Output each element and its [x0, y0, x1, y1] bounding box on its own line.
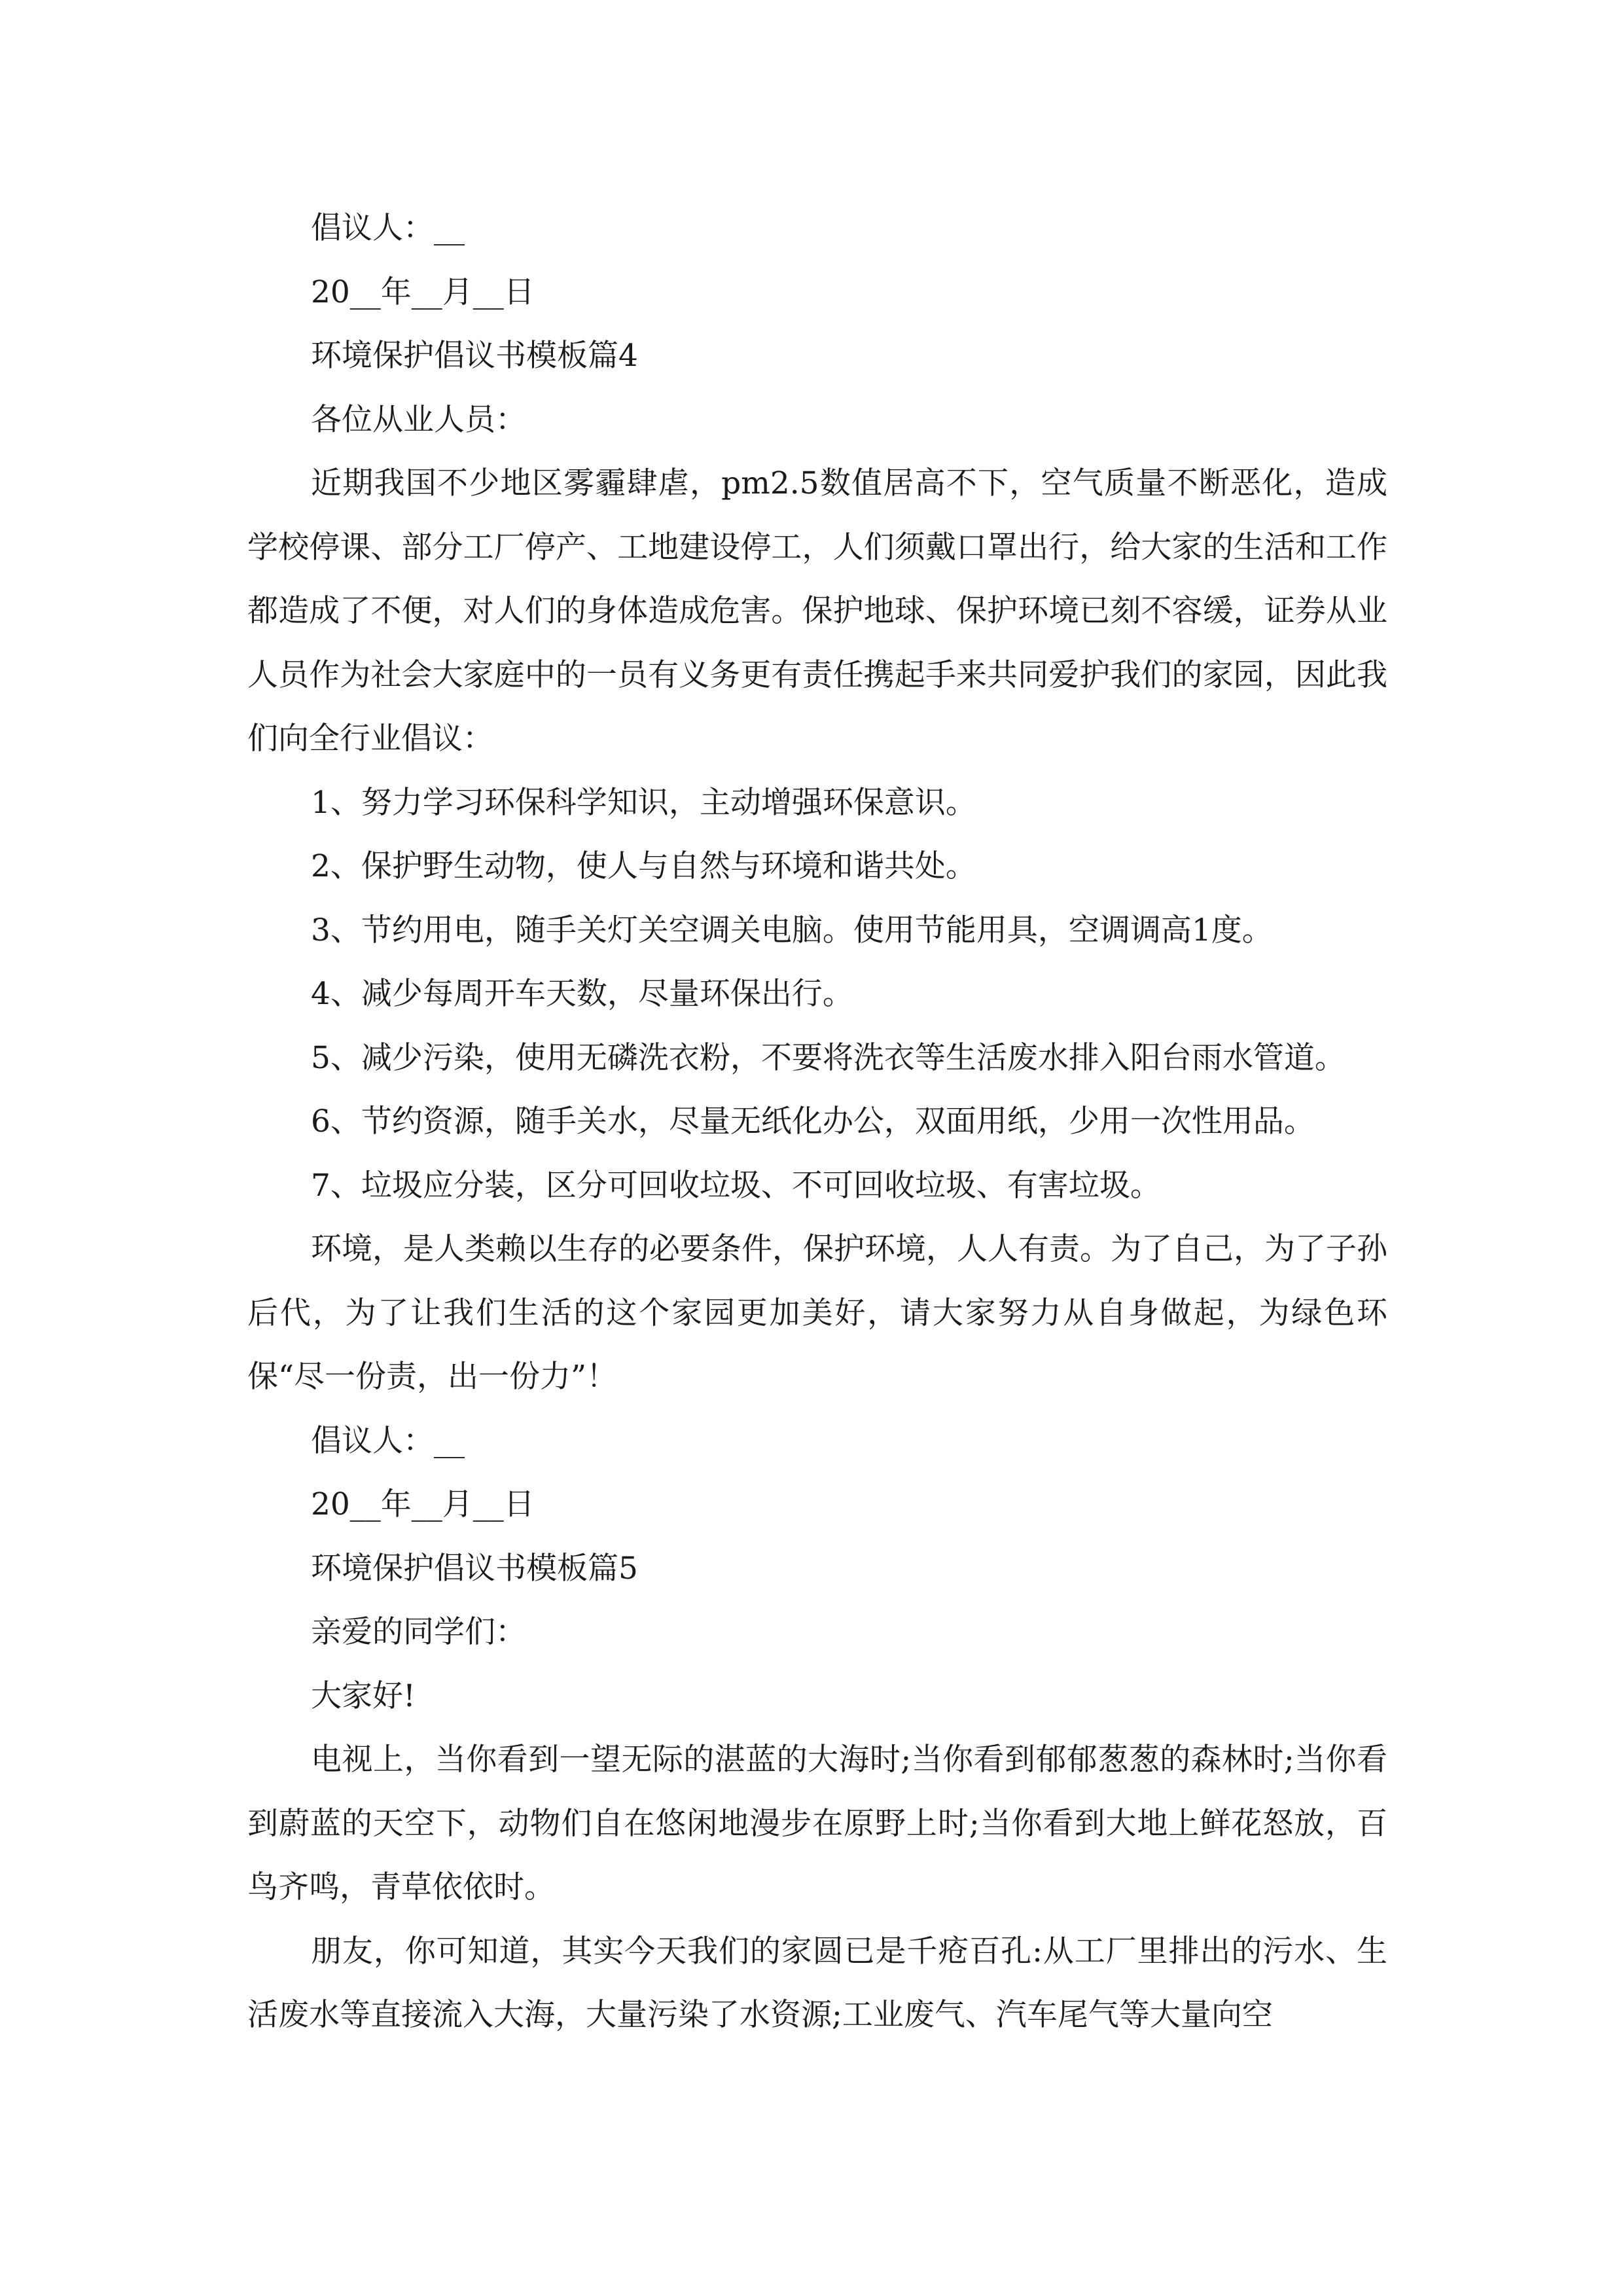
- list-item: 3、节约用电，随手关灯关空调关电脑。使用节能用具，空调调高1度。: [311, 912, 1273, 948]
- body-paragraph: 电视上，当你看到一望无际的湛蓝的大海时;当你看到郁郁葱葱的森林时;当你看到蔚蓝的天空下，动物们自在悠闲地漫步在原野上时;当你看到大地上鲜花怒放，百鸟齐鸣，青草依依时。: [247, 1742, 1387, 1905]
- document-body: [247, 196, 1387, 2047]
- list-item: 5、减少污染，使用无磷洗衣粉，不要将洗衣等生活废水排入阳台雨水管道。: [311, 1039, 1346, 1076]
- greeting: 大家好!: [311, 1677, 416, 1714]
- signature-line: 倡议人：__: [311, 1422, 465, 1459]
- list-item: 6、节约资源，随手关水，尽量无纸化办公，双面用纸，少用一次性用品。: [311, 1103, 1315, 1139]
- list-item: 7、垃圾应分装，区分可回收垃圾、不可回收垃圾、有害垃圾。: [311, 1167, 1161, 1204]
- section-heading: 环境保护倡议书模板篇4: [311, 338, 638, 374]
- signature-line: 倡议人：__: [311, 210, 465, 246]
- list-item: 4、减少每周开车天数，尽量环保出行。: [311, 976, 853, 1012]
- list-item: 2、保护野生动物，使人与自然与环境和谐共处。: [311, 848, 976, 884]
- list-item: 1、努力学习环保科学知识，主动增强环保意识。: [311, 784, 976, 821]
- date-line: 20__年__月__日: [311, 1486, 535, 1522]
- salutation: 亲爱的同学们：: [311, 1614, 526, 1650]
- body-paragraph: 近期我国不少地区雾霾肆虐，pm2.5数值居高不下，空气质量不断恶化，造成学校停课、部分工厂停产、工地建设停工，人们须戴口罩出行，给大家的生活和工作都造成了不便，对人们的身体造成危害。保护地球、保护环境已刻不容缓，证券从业人员作为社会大家庭中的一员有义务更有责任携起手来共同爱护我们的家园，因此我们向全行业倡议：: [247, 465, 1387, 757]
- salutation: 各位从业人员：: [311, 401, 526, 438]
- body-paragraph: 环境，是人类赖以生存的必要条件，保护环境，人人有责。为了自己，为了子孙后代，为了让我们生活的这个家园更加美好，请大家努力从自身做起，为绿色环保“尽一份责，出一份力”！: [247, 1231, 1387, 1395]
- body-paragraph: 朋友，你可知道，其实今天我们的家圆已是千疮百孔:从工厂里排出的污水、生活废水等直接流入大海，大量污染了水资源;工业废气、汽车尾气等大量向空: [247, 1933, 1387, 2033]
- date-line: 20__年__月__日: [311, 274, 535, 310]
- section-heading: 环境保护倡议书模板篇5: [311, 1550, 638, 1587]
